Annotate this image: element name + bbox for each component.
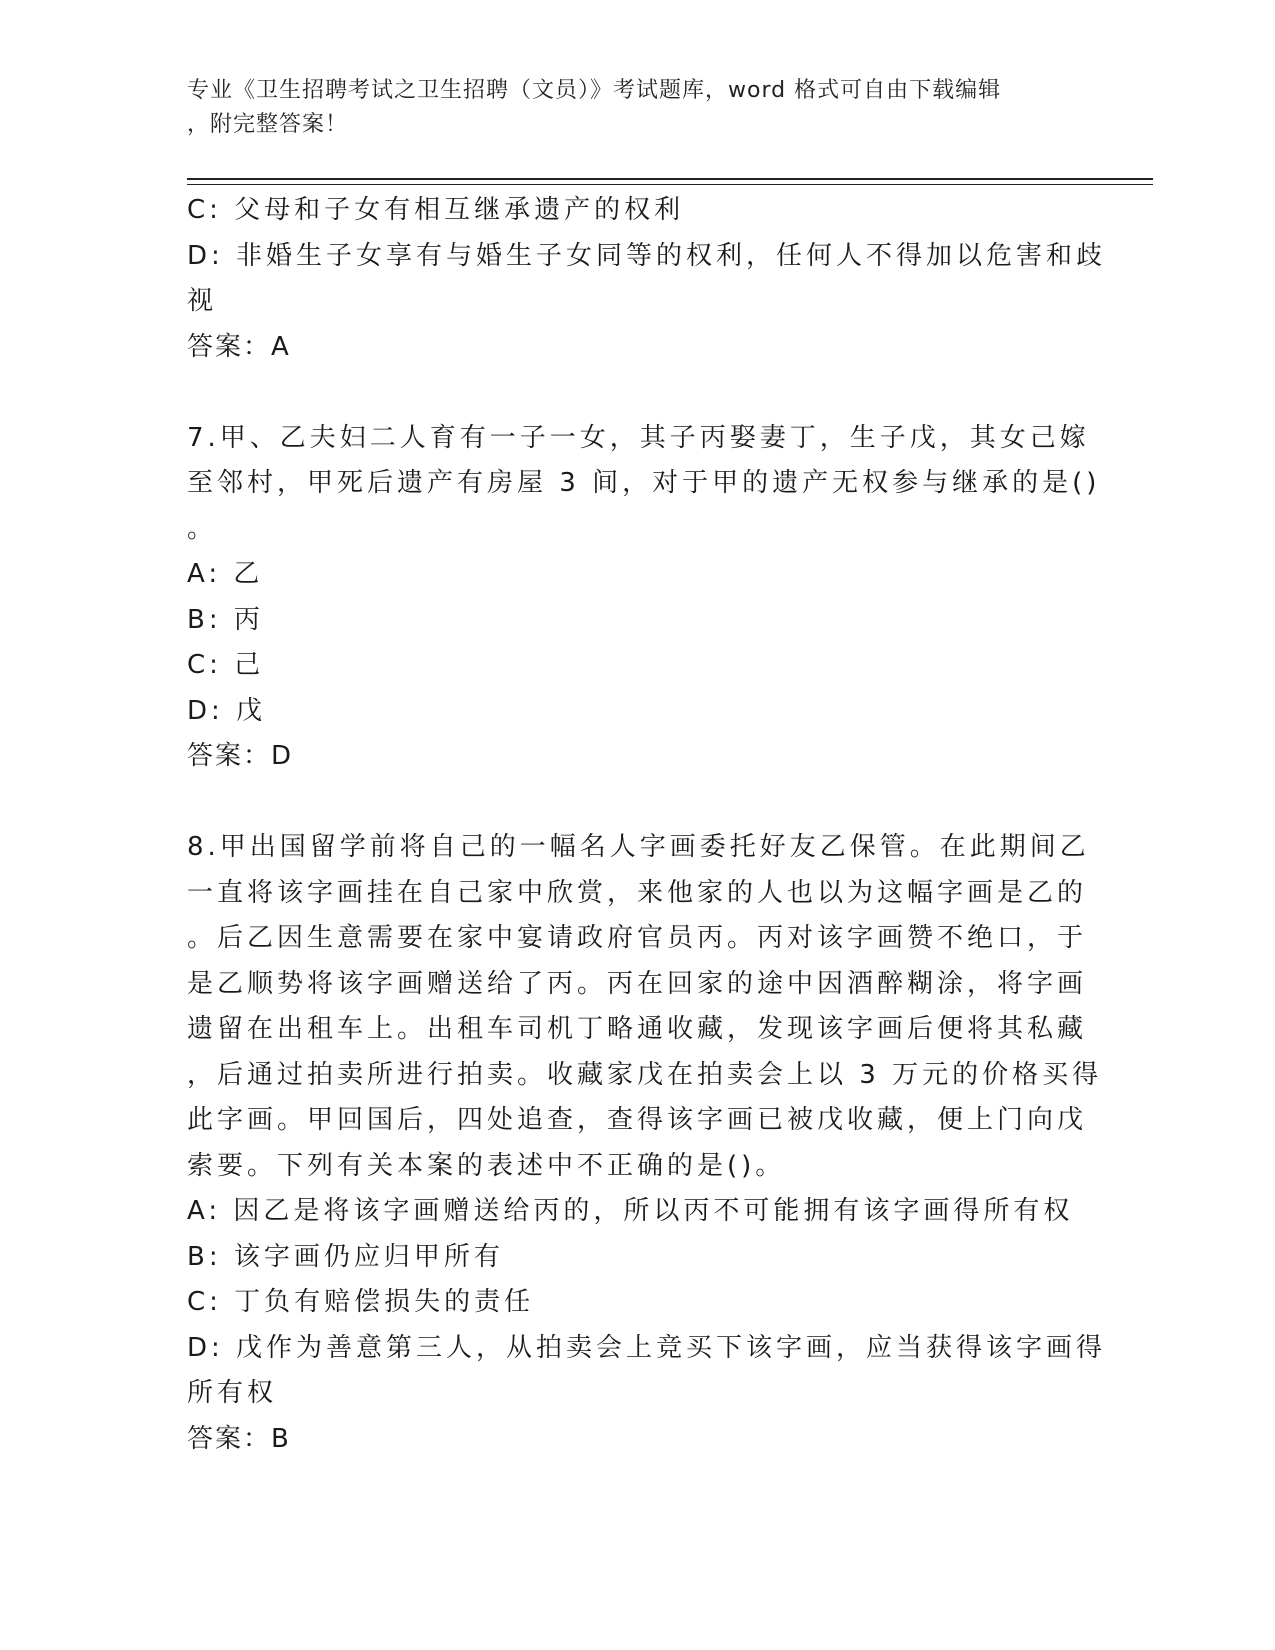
- answer-line: 答案：A: [187, 331, 291, 362]
- question-8: [187, 825, 1107, 1462]
- question-stem: 7.甲、乙夫妇二人育有一子一女，其子丙娶妻丁，生子戊，其女己嫁: [187, 422, 1090, 453]
- question-stem: 。后乙因生意需要在家中宴请政府官员丙。丙对该字画赞不绝口，于: [187, 923, 1088, 953]
- question-6-tail: [187, 188, 1107, 370]
- question-stem: 索要。下列有关本案的表述中不正确的是()。: [187, 1150, 786, 1181]
- question-stem: 一直将该字画挂在自己家中欣赏，来他家的人也以为这幅字画是乙的: [187, 877, 1088, 908]
- option-b: B: 丙: [187, 604, 264, 635]
- document-body: [187, 188, 1107, 1462]
- spacer: [187, 780, 1077, 826]
- answer-line: 答案：B: [187, 1423, 291, 1454]
- option-d-continuation: 所有权: [187, 1378, 278, 1408]
- question-7: [187, 416, 1101, 780]
- question-stem: 8.甲出国留学前将自己的一幅名人字画委托好友乙保管。在此期间乙: [187, 832, 1090, 862]
- question-stem: 。: [187, 513, 218, 544]
- question-stem: 此字画。甲回国后，四处追查，查得该字画已被戊收藏，便上门向戊: [187, 1105, 1088, 1135]
- answer-line: 答案：D: [187, 741, 294, 771]
- header-line-1: 专业《卫生招聘考试之卫生招聘（文员）》考试题库，word 格式可自由下载编辑: [187, 78, 1002, 103]
- option-d: D: 戊作为善意第三人，从拍卖会上竞买下该字画，应当获得该字画得: [187, 1332, 1107, 1363]
- question-stem: 是乙顺势将该字画赠送给了丙。丙在回家的途中因酒醉糊涂，将字画: [187, 968, 1088, 999]
- spacer: [187, 370, 1077, 416]
- option-b: B: 该字画仍应归甲所有: [187, 1241, 504, 1272]
- header-divider-thin: [187, 184, 1153, 185]
- option-d: D: 戊: [187, 695, 267, 726]
- option-c: C: 父母和子女有相互继承遗产的权利: [187, 195, 685, 225]
- option-d: D: 非婚生子女享有与婚生子女同等的权利，任何人不得加以危害和歧: [187, 240, 1107, 271]
- question-stem: 至邻村，甲死后遗产有房屋 3 间，对于甲的遗产无权参与继承的是(): [187, 468, 1101, 498]
- header-divider-thick: [187, 178, 1153, 180]
- option-a: A: 乙: [187, 559, 264, 589]
- document-header: [187, 74, 1067, 142]
- option-c: C: 己: [187, 650, 265, 680]
- option-d-continuation: 视: [187, 286, 218, 316]
- option-a: A: 因乙是将该字画赠送给丙的，所以丙不可能拥有该字画得所有权: [187, 1196, 1074, 1226]
- question-stem: 遗留在出租车上。出租车司机丁略通收藏，发现该字画后便将其私藏: [187, 1014, 1088, 1044]
- question-stem: ，后通过拍卖所进行拍卖。收藏家戊在拍卖会上以 3 万元的价格买得: [187, 1059, 1103, 1090]
- header-line-2: ，附完整答案！: [187, 112, 349, 137]
- option-c: C: 丁负有赔偿损失的责任: [187, 1287, 535, 1317]
